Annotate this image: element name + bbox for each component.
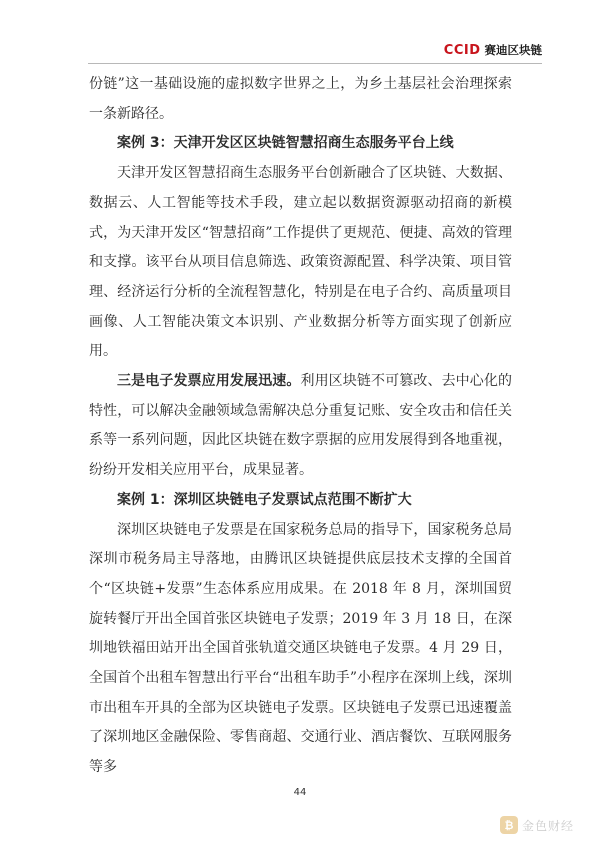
text-line: 数据云、人工智能等技术手段，建立起以数据资源驱动招商的新模式， xyxy=(89,194,512,241)
text-line: 利用区块链不可篡改、去中心化的 xyxy=(300,373,513,390)
text-line: 系等一系列问题，因此区块链在数字票据的应用发展得到各地重视， xyxy=(89,432,512,449)
text-line: 案例 3：天津开发区区块链智慧招商生态服务平台上线 xyxy=(117,135,454,152)
text-line: 一条新路径。 xyxy=(89,105,173,122)
text-line: 天津开发区智慧招商生态服务平台创新融合了区块链、大数据、 xyxy=(117,165,512,182)
text-line: 个出租车智慧出行平台“出租车助手”小程序在深圳上线，深圳市出 xyxy=(89,670,512,716)
text-line: 福田站开出全国首张轨道交通区块链电子发票。4 月 29 日，全国首 xyxy=(89,640,512,687)
section-lead: 三是电子发票应用发展迅速。 xyxy=(117,373,301,390)
text-line: 经济运行分析的全流程智慧化，特别是在电子合约、高质量项目画像、 xyxy=(89,283,513,330)
header-divider xyxy=(88,63,542,64)
text-line: 纷纷开发相关应用平台，成果显著。 xyxy=(89,462,313,479)
header-brand xyxy=(444,42,542,58)
brand-code: CCID xyxy=(443,43,481,58)
body-paragraph xyxy=(89,516,512,783)
text-line: 特性，可以解决金融领域急需解决总分重复记账、安全攻击和信任关 xyxy=(89,402,512,419)
text-line: 为天津开发区“智慧招商”工作提供了更规范、便捷、高效的管理和 xyxy=(89,224,512,271)
watermark-text: 金色财经 xyxy=(522,818,575,833)
body-paragraph xyxy=(89,159,512,367)
text-line: 案例 1：深圳区块链电子发票试点范围不断扩大 xyxy=(117,491,412,508)
text-line: 圳地区金融保险、零售商超、交通行业、酒店餐饮、互联网服务等多 xyxy=(89,729,513,776)
text-line: 支撑。该平台从项目信息筛选、政策资源配置、科学决策、项目管理、 xyxy=(89,254,513,300)
text-line: 份链”这一基础设施的虚拟数字世界之上，为乡土基层社会治理探索 xyxy=(89,76,512,92)
brand-name: 赛迪区块链 xyxy=(484,43,542,57)
text-line: 租车开具的全部为区块链电子发票。区块链电子发票已迅速覆盖了深 xyxy=(89,699,513,746)
watermark-logo-icon: ₿ xyxy=(500,816,518,834)
watermark xyxy=(500,816,574,834)
text-line: 深圳市税务局主导落地，由腾讯区块链提供底层技术支撑的全国首个 xyxy=(89,551,512,597)
case-heading xyxy=(89,486,512,516)
body-paragraph xyxy=(89,367,512,486)
text-line: “区块链+发票”生态体系应用成果。在 2018 年 8 月，深圳国贸旋转 xyxy=(89,580,512,627)
text-line: 餐厅开出全国首张区块链电子发票；2019 年 3 月 18 日，在深圳地铁 xyxy=(89,610,513,657)
case-heading xyxy=(89,129,512,159)
page-number: 44 xyxy=(293,787,307,798)
document-body xyxy=(89,70,512,783)
text-line: 人工智能决策文本识别、产业数据分析等方面实现了创新应用。 xyxy=(89,313,513,360)
text-line: 深圳区块链电子发票是在国家税务总局的指导下，国家税务总局 xyxy=(117,521,512,538)
body-paragraph xyxy=(89,70,512,129)
